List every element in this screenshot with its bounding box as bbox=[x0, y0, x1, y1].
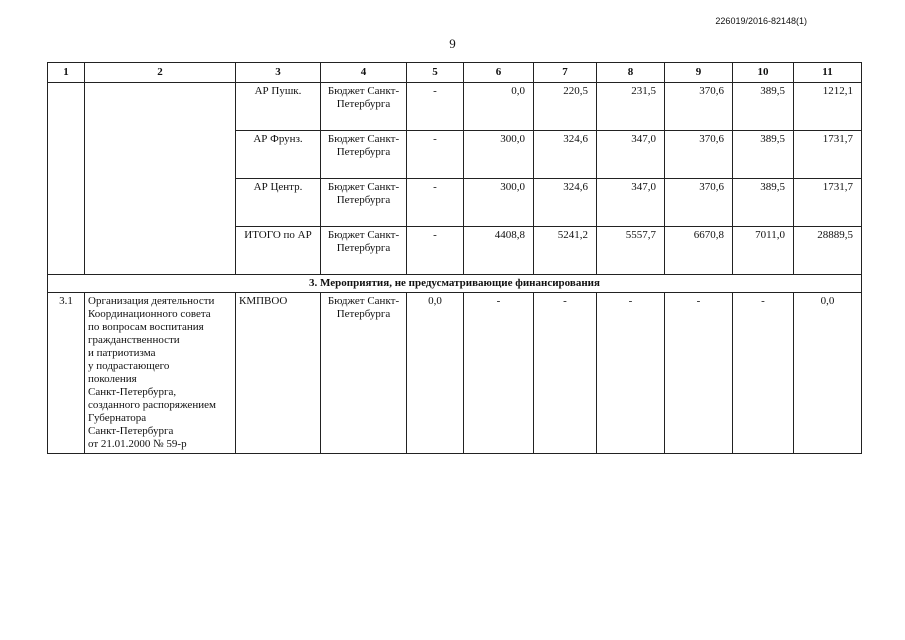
executor-cell: АР Фрунз. bbox=[236, 131, 321, 179]
executor-cell: КМПВОО bbox=[236, 293, 321, 454]
funding-source-cell: Бюджет Санкт-Петербурга bbox=[321, 179, 407, 227]
value-cell: 6670,8 bbox=[665, 227, 733, 275]
value-cell: 370,6 bbox=[665, 179, 733, 227]
funding-source-cell: Бюджет Санкт-Петербурга bbox=[321, 83, 407, 131]
value-cell: 7011,0 bbox=[733, 227, 794, 275]
value-cell: 370,6 bbox=[665, 83, 733, 131]
column-header: 5 bbox=[407, 63, 464, 83]
column-header: 11 bbox=[794, 63, 862, 83]
column-header: 3 bbox=[236, 63, 321, 83]
executor-cell: АР Центр. bbox=[236, 179, 321, 227]
executor-cell: АР Пушк. bbox=[236, 83, 321, 131]
funding-source-cell: Бюджет Санкт-Петербурга bbox=[321, 227, 407, 275]
value-cell: 347,0 bbox=[597, 179, 665, 227]
value-cell: 389,5 bbox=[733, 131, 794, 179]
value-cell: - bbox=[534, 293, 597, 454]
value-cell: 1731,7 bbox=[794, 179, 862, 227]
value-cell: 324,6 bbox=[534, 179, 597, 227]
column-header: 6 bbox=[464, 63, 534, 83]
value-cell: 389,5 bbox=[733, 83, 794, 131]
column-header: 8 bbox=[597, 63, 665, 83]
page-number: 9 bbox=[449, 36, 456, 51]
column-header: 2 bbox=[85, 63, 236, 83]
value-cell: - bbox=[733, 293, 794, 454]
budget-table bbox=[47, 62, 862, 454]
table-cell: - bbox=[407, 179, 464, 227]
executor-cell: ИТОГО по АР bbox=[236, 227, 321, 275]
value-cell: - bbox=[665, 293, 733, 454]
funding-source-cell: Бюджет Санкт-Петербурга bbox=[321, 293, 407, 454]
value-cell: 1731,7 bbox=[794, 131, 862, 179]
value-cell: 300,0 bbox=[464, 131, 534, 179]
value-cell: 5241,2 bbox=[534, 227, 597, 275]
column-header: 4 bbox=[321, 63, 407, 83]
activity-description-cell: Организация деятельности Координационного совета по вопросам воспитания гражданственности и патриотизма у подрастающего поколения Санкт-Петербурга, созданного распоряжением Губернатора Санкт-Петербурга от 21.01.2000 № 59-р bbox=[85, 293, 236, 454]
value-cell: 347,0 bbox=[597, 131, 665, 179]
column-header: 1 bbox=[48, 63, 85, 83]
column-header: 7 bbox=[534, 63, 597, 83]
section-title: 3. Мероприятия, не предусматривающие финансирования bbox=[48, 275, 862, 293]
item-number-cell: 3.1 bbox=[48, 293, 85, 454]
value-cell: 220,5 bbox=[534, 83, 597, 131]
value-cell: 1212,1 bbox=[794, 83, 862, 131]
column-header: 9 bbox=[665, 63, 733, 83]
value-cell: 0,0 bbox=[794, 293, 862, 454]
table-cell bbox=[85, 83, 236, 275]
table-cell: - bbox=[407, 227, 464, 275]
value-cell: 231,5 bbox=[597, 83, 665, 131]
funding-source-cell: Бюджет Санкт-Петербурга bbox=[321, 131, 407, 179]
table-cell: - bbox=[407, 83, 464, 131]
value-cell: 324,6 bbox=[534, 131, 597, 179]
table-row bbox=[48, 293, 862, 454]
value-cell: 300,0 bbox=[464, 179, 534, 227]
table-row bbox=[48, 83, 862, 131]
value-cell: 370,6 bbox=[665, 131, 733, 179]
value-cell: 0,0 bbox=[407, 293, 464, 454]
value-cell: 5557,7 bbox=[597, 227, 665, 275]
table-cell bbox=[48, 83, 85, 275]
table-cell: - bbox=[407, 131, 464, 179]
value-cell: 4408,8 bbox=[464, 227, 534, 275]
value-cell: 28889,5 bbox=[794, 227, 862, 275]
value-cell: - bbox=[464, 293, 534, 454]
column-header: 10 bbox=[733, 63, 794, 83]
column-header-row bbox=[48, 63, 862, 83]
document-id: 226019/2016-82148(1) bbox=[715, 16, 807, 26]
value-cell: 0,0 bbox=[464, 83, 534, 131]
value-cell: 389,5 bbox=[733, 179, 794, 227]
section-header-row bbox=[48, 275, 862, 293]
value-cell: - bbox=[597, 293, 665, 454]
